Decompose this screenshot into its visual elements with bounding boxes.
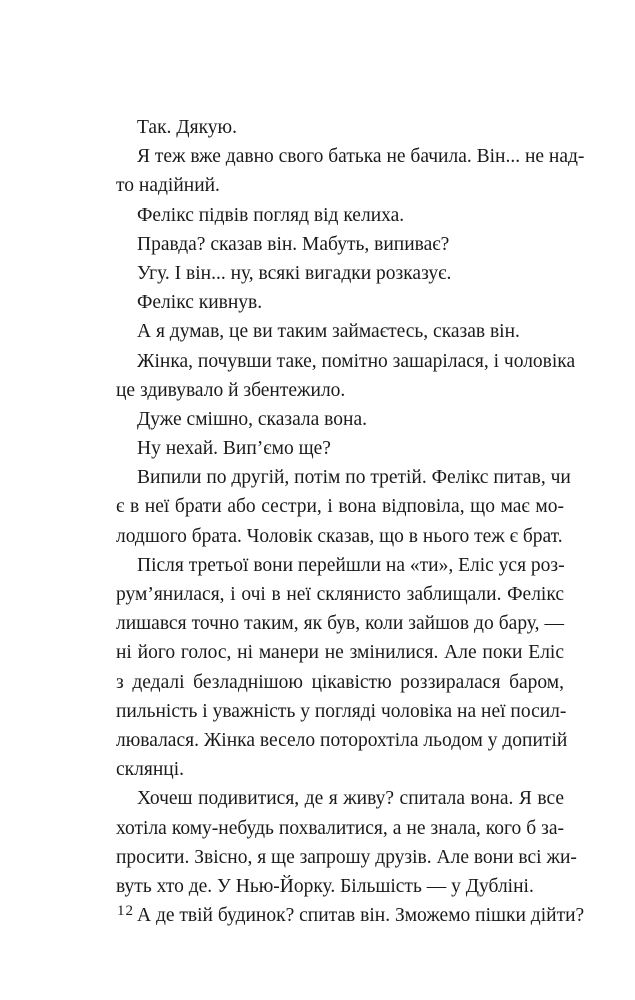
text-line: склянці. (116, 759, 184, 781)
text-line: з дедалі безладнішою цікавістю роззиралася баром, (116, 671, 564, 693)
text-line: Жінка, почувши таке, помітно зашарілася, і чоловіка (137, 350, 576, 372)
text-line: є в неї брати або сестри, і вона відповіла, що має мо- (116, 496, 564, 518)
text-line: просити. Звісно, я ще запрошу друзів. Але вони всі жи- (116, 846, 577, 868)
text-line: лишався точно таким, як був, коли зайшов до бару, — (116, 613, 564, 635)
text-line: Випили по другій, потім по третій. Фелікс питав, чи (137, 467, 571, 489)
text-line: Ну нехай. Вип’ємо ще? (137, 438, 331, 460)
text-line: Правда? сказав він. Мабуть, випиває? (137, 233, 450, 255)
text-line: А я думав, це ви таким займаєтесь, сказав він. (137, 321, 520, 343)
text-line: Я теж вже давно свого батька не бачила. Він... не над- (137, 146, 585, 168)
text-line: то надійний. (116, 175, 220, 197)
page-number: 12 (117, 903, 134, 919)
text-line: Хочеш подивитися, де я живу? спитала вона. Я все (137, 788, 564, 810)
text-line: Фелікс підвів погляд від келиха. (137, 204, 405, 226)
text-line: Так. Дякую. (137, 117, 237, 138)
text-line: лювалася. Жінка весело поторохтіла льодом у допитій (116, 729, 568, 751)
text-line: вуть хто де. У Нью-Йорку. Більшість — у Дубліні. (116, 875, 534, 897)
text-line: рум’янилася, і очі в неї склянисто заблищали. Фелікс (116, 584, 564, 605)
text-line: ні його голос, ні манери не змінилися. Але поки Еліс (116, 642, 564, 664)
text-line: Фелікс кивнув. (137, 292, 263, 314)
text-line: Угу. І він... ну, всякі вигадки розказує. (137, 262, 452, 284)
text-line: Після третьої вони перейшли на «ти», Еліс уся роз- (137, 554, 565, 576)
body-text (116, 113, 585, 930)
text-line: лодшого брата. Чоловік сказав, що в нього теж є брат. (116, 525, 563, 547)
text-line: це здивувало й збентежило. (116, 379, 346, 401)
text-line: А де твій будинок? спитав він. Зможемо пішки дійти? (137, 905, 585, 927)
text-line: хотіла кому-небудь похвалитися, а не знала, кого б за- (116, 817, 564, 839)
text-line: пильність і уважність у погляді чоловіка на неї посил- (116, 700, 567, 722)
text-line: Дуже смішно, сказала вона. (137, 408, 367, 430)
